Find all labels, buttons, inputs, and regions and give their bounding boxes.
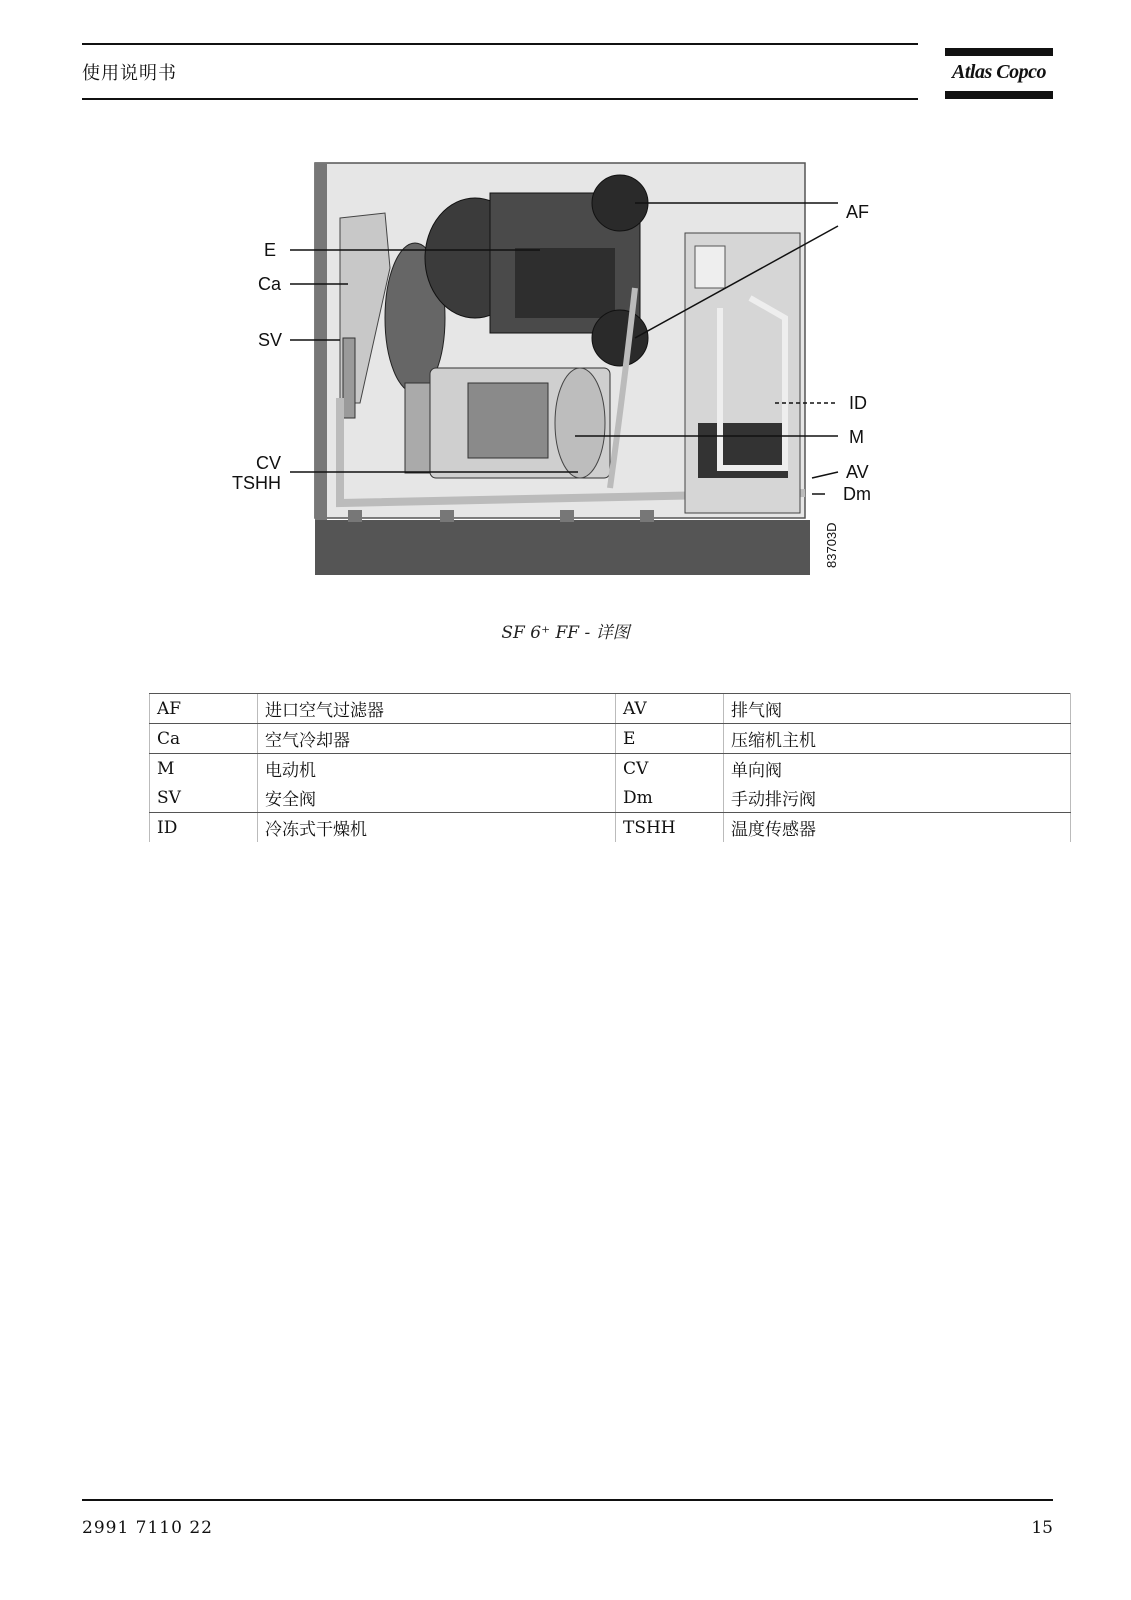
callout-sv: SV [258,330,283,350]
legend-description: 温度传感器 [724,813,1071,843]
base-plate [315,520,810,575]
table-row [150,783,1071,813]
legend-description: 压缩机主机 [724,724,1071,754]
callout-m: M [849,427,864,447]
legend-code: E [616,724,724,754]
left-post [315,163,327,520]
legend-code: TSHH [616,813,724,843]
callout-e: E [264,240,277,260]
legend-code: AV [616,694,724,724]
drawing-number: 83703D [824,522,839,568]
atlas-copco-logo [945,48,1053,101]
legend-code: AF [150,694,258,724]
legend-code: M [150,754,258,784]
page-number: 15 [1031,1518,1053,1538]
motor-endcap [555,368,605,478]
foot-1 [348,510,362,522]
callout-id: ID [849,393,867,413]
legend-table [149,693,1071,842]
legend-code: Ca [150,724,258,754]
motor-terminal-box [468,383,548,458]
legend-description: 冷冻式干燥机 [258,813,616,843]
logo-top-bar [945,48,1053,56]
table-row [150,694,1071,724]
legend-description: 安全阀 [258,783,616,813]
foot-4 [640,510,654,522]
legend-description: 单向阀 [724,754,1071,784]
table-row [150,724,1071,754]
legend-code: Dm [616,783,724,813]
air-filter-bottom [592,310,648,366]
document-number: 2991 7110 22 [82,1518,213,1538]
legend-description: 进口空气过滤器 [258,694,616,724]
legend-description: 电动机 [258,754,616,784]
callout-tshh: TSHH [232,473,281,493]
table-row [150,813,1071,843]
logo-wordmark: Atlas Copco [952,61,1046,83]
header-bottom-rule [82,98,918,100]
document-title: 使用说明书 [82,63,177,84]
logo-bottom-bar [945,91,1053,99]
compressor-illustration [230,158,910,588]
legend-code: CV [616,754,724,784]
table-row [150,754,1071,784]
header-top-rule [82,43,918,45]
footer-rule [82,1499,1053,1501]
figure-caption: SF 6⁺ FF - 详图 [501,623,630,643]
callout-av: AV [846,462,869,482]
safety-valve-shape [343,338,355,418]
dryer-label [695,246,725,288]
callout-cv: CV [256,453,282,473]
foot-3 [560,510,574,522]
leader-av [812,472,838,478]
legend-code: ID [150,813,258,843]
legend-description: 排气阀 [724,694,1071,724]
compressor-head [515,248,615,318]
legend-code: SV [150,783,258,813]
foot-2 [440,510,454,522]
callout-af: AF [846,202,870,222]
legend-description: 手动排污阀 [724,783,1071,813]
compressor-figure [230,158,910,588]
callout-dm: Dm [843,484,871,504]
callout-ca: Ca [258,274,282,294]
legend-description: 空气冷却器 [258,724,616,754]
